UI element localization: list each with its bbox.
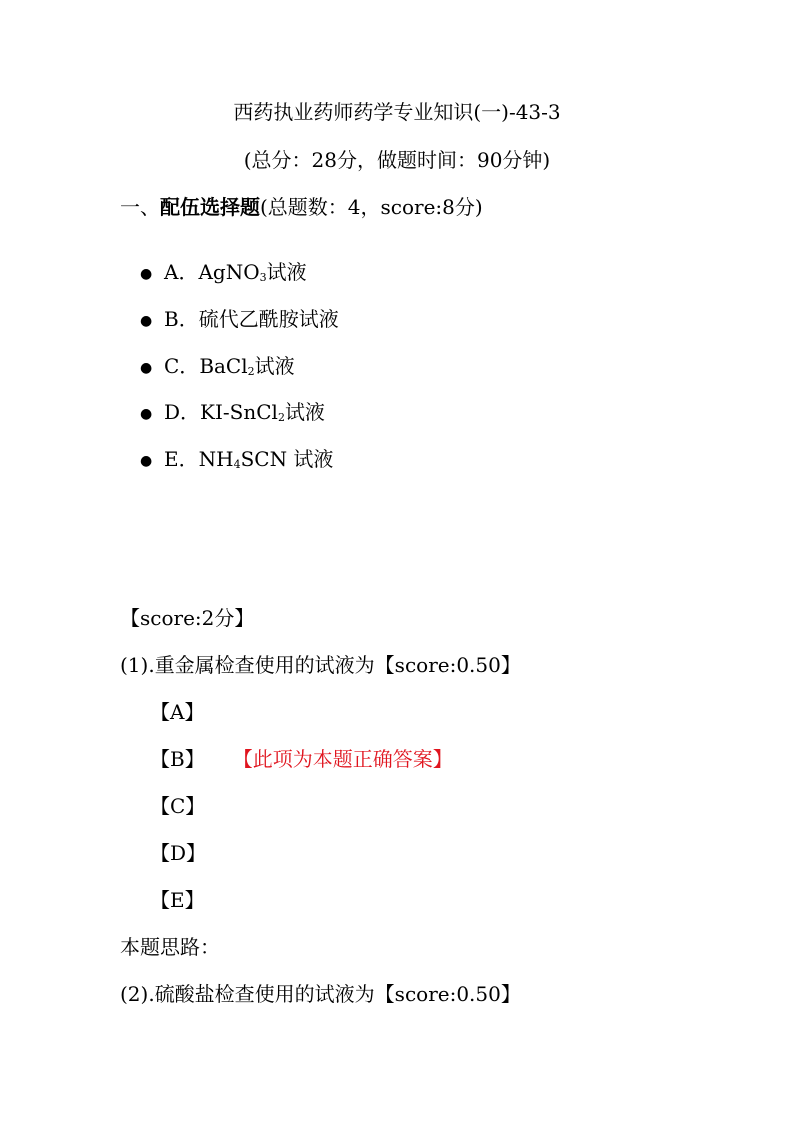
list-item [140,445,333,479]
answer-option-d[interactable]: 【D】 [150,841,207,865]
option-subscript: 2 [247,365,255,378]
option-subscript: 4 [233,458,241,471]
bullet-icon: ● [140,359,153,376]
answer-option-e[interactable]: 【E】 [150,888,205,912]
option-label: B． [164,307,199,331]
list-item [140,352,295,386]
answer-option-a[interactable]: 【A】 [150,700,205,724]
list-item [140,398,325,432]
option-subscript: 3 [259,271,267,284]
answer-option-b[interactable] [150,745,453,773]
option-label: A． [164,260,199,284]
answer-option-c[interactable]: 【C】 [150,794,206,818]
list-item [140,258,307,292]
option-text-suffix: 试液 [266,260,307,284]
bullet-icon: ● [140,405,153,422]
document-subtitle: (总分：28分，做题时间：90分钟) [243,148,551,172]
score-block: 【score:2分】 [120,606,255,630]
explanation-label: 本题思路： [120,935,220,959]
option-text: AgNO [198,260,260,284]
question-1: (1).重金属检查使用的试液为【score:0.50】 [120,653,521,677]
option-subscript: 2 [277,411,285,424]
option-text-suffix: SCN 试液 [240,447,334,471]
bullet-icon: ● [140,265,153,282]
option-text-suffix: 试液 [284,400,325,424]
answer-option-b-label: 【B】 [150,747,205,771]
bullet-icon: ● [140,452,153,469]
option-label: C． [164,354,200,378]
document-title: 西药执业药师药学专业知识(一)-43-3 [233,100,561,124]
option-label: E． [164,447,199,471]
list-item [140,305,339,335]
section-prefix: 一、 [120,195,160,219]
option-text-suffix: 试液 [254,354,295,378]
section-heading [120,193,483,221]
option-text: 硫代乙酰胺试液 [198,307,339,331]
option-text: NH [198,447,234,471]
section-meta: (总题数：4，score:8分) [260,195,483,219]
section-name: 配伍选择题 [160,195,260,219]
correct-answer-note: 【此项为本题正确答案】 [242,747,453,771]
question-2: (2).硫酸盐检查使用的试液为【score:0.50】 [120,982,521,1006]
option-label: D． [164,400,201,424]
option-text: KI-SnCl [200,400,278,424]
bullet-icon: ● [140,312,153,329]
option-text: BaCl [199,354,248,378]
